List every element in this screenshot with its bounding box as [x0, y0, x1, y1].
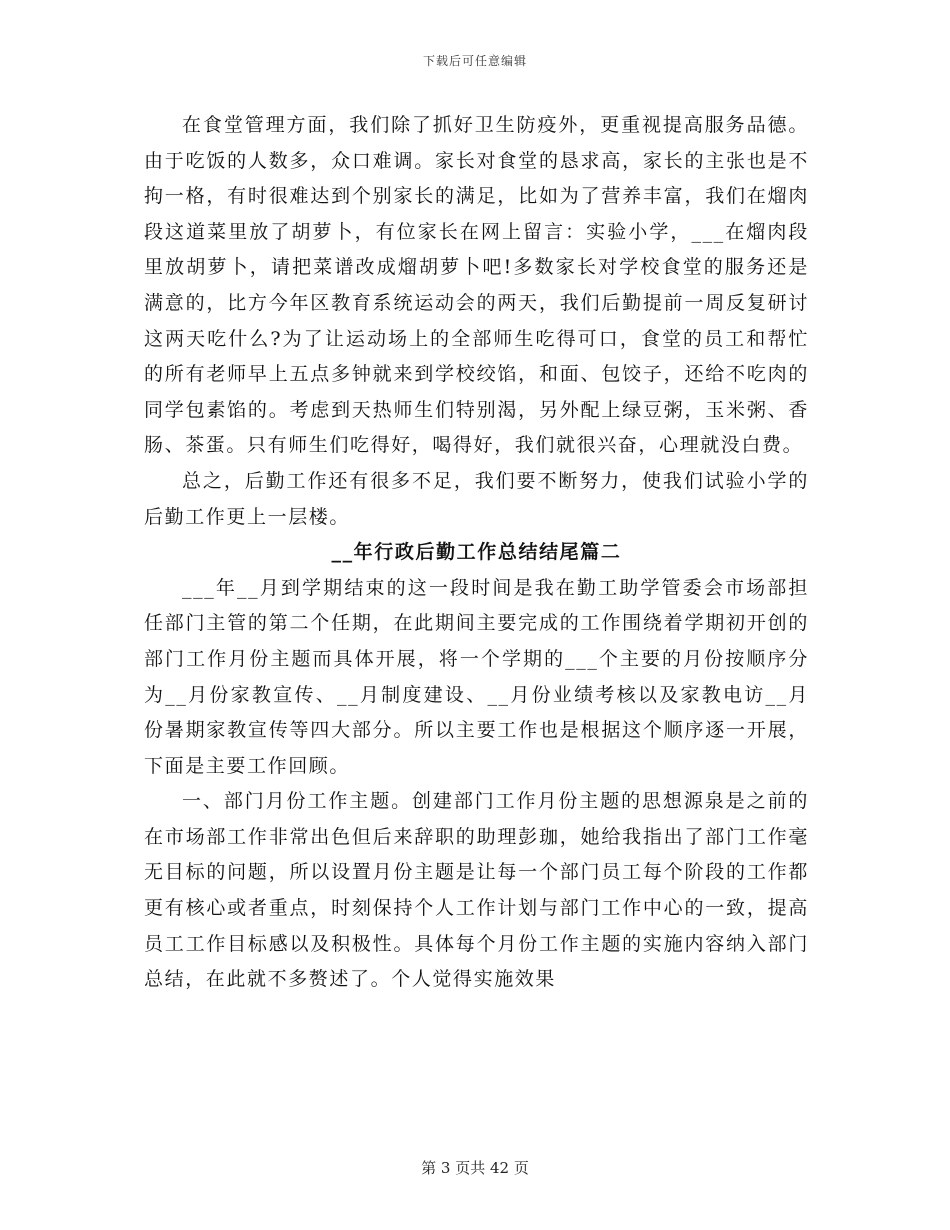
paragraph: 在食堂管理方面，我们除了抓好卫生防疫外，更重视提高服务品德。由于吃饭的人数多，众口难调。家长对食堂的恳求高，家长的主张也是不拘一格，有时很难达到个别家长的满足，比如为了营养丰富，我们在熘肉段这道菜里放了胡萝卜，有位家长在网上留言：实验小学，___在熘肉段里放胡萝卜，请把菜谱改成熘胡萝卜吧!多数家长对学校食堂的服务还是满意的，比方今年区教育系统运动会的两天，我们后勤提前一周反复研讨这两天吃什么?为了让运动场上的全部师生吃得可口，食堂的员工和帮忙的所有老师早上五点多钟就来到学校绞馅，和面、包饺子，还给不吃肉的同学包素馅的。考虑到天热师生们特别渴，另外配上绿豆粥，玉米粥、香肠、茶蛋。只有师生们吃得好，喝得好，我们就很兴奋，心理就没白费。 — [144, 114, 809, 457]
document-body — [144, 108, 809, 998]
paragraph: 一、部门月份工作主题。创建部门工作月份主题的思想源泉是之前的在市场部工作非常出色但后来辞职的助理彭珈，她给我指出了部门工作毫无目标的问题，所以设置月份主题是让每一个部门员工每个阶段的工作都更有核心或者重点，时刻保持个人工作计划与部门工作中心的一致，提高员工工作目标感以及积极性。具体每个月份工作主题的实施内容纳入部门总结，在此就不多赘述了。个人觉得实施效果 — [144, 790, 809, 991]
page-header: 下载后可任意编辑 — [422, 54, 527, 68]
page-footer: 第 3 页共 42 页 — [421, 1159, 529, 1177]
paragraph: ___年__月到学期结束的这一段时间是我在勤工助学管委会市场部担任部门主管的第二个任期，在此期间主要完成的工作围绕着学期初开创的部门工作月份主题而具体开展，将一个学期的___个主要的月份按顺序分为__月份家教宣传、__月制度建设、__月份业绩考核以及家教电访__月份暑期家教宣传等四大部分。所以主要工作也是根据这个顺序逐一开展，下面是主要工作回顾。 — [144, 576, 809, 777]
section-title: __年行政后勤工作总结结尾篇二 — [331, 541, 622, 564]
paragraph: 总之，后勤工作还有很多不足，我们要不断努力，使我们试验小学的后勤工作更上一层楼。 — [144, 469, 809, 528]
